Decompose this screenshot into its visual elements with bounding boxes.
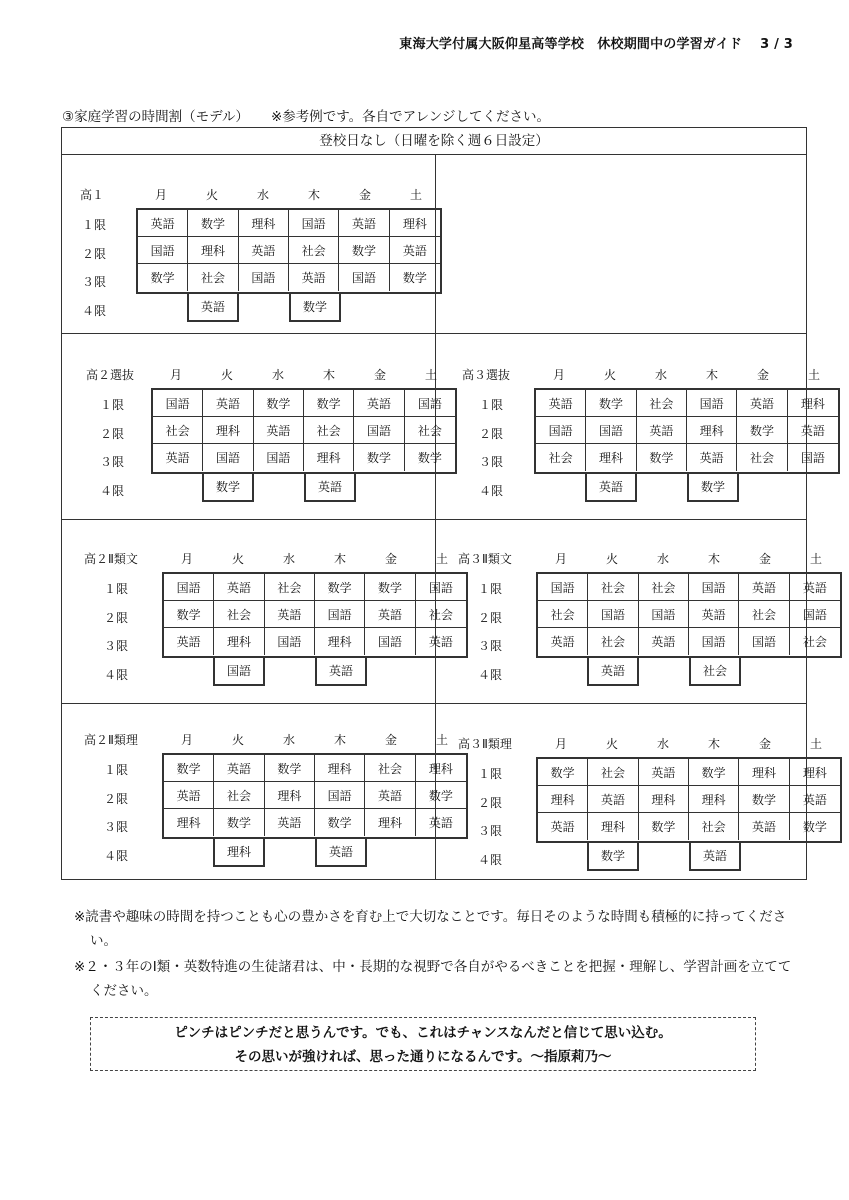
timetable-cell: 国語 <box>588 601 638 628</box>
timetable-cell: 理科 <box>265 782 315 809</box>
page-header <box>399 33 793 52</box>
timetable-cell: 社会 <box>536 444 586 471</box>
day-header: 土 <box>435 552 448 566</box>
day-header: 木 <box>705 368 718 382</box>
timetable-label: 高３Ⅱ類文 <box>458 552 512 566</box>
period-label: １限 <box>478 582 503 596</box>
period-label: ４限 <box>100 483 125 498</box>
timetable-cell: 社会 <box>637 390 687 417</box>
period-label: ４限 <box>104 848 129 863</box>
period-label: １限 <box>82 218 107 232</box>
timetable-cell: 社会 <box>588 759 638 786</box>
timetable-cell: 理科 <box>586 444 636 471</box>
period-label: ４限 <box>82 303 107 318</box>
period-label: ２限 <box>479 426 504 441</box>
timetable-label: 高１ <box>80 188 105 202</box>
period-label: ４限 <box>479 483 504 498</box>
period-label: ２限 <box>478 610 503 625</box>
timetable-6 <box>84 731 472 891</box>
timetable-cell: 数学 <box>538 759 588 786</box>
day-header: 金 <box>384 552 397 566</box>
section-note: ※参考例です。各自でアレンジしてください。 <box>270 109 550 125</box>
timetable-cell: 英語 <box>164 628 214 655</box>
timetable-grid <box>534 388 840 474</box>
timetable-extra-cell: 英語 <box>587 657 639 687</box>
timetable-cell: 国語 <box>800 451 825 466</box>
timetable-cell: 国語 <box>538 574 588 601</box>
timetable-cell: 理科 <box>416 755 466 782</box>
timetable-cell: 英語 <box>354 390 404 417</box>
timetable-3 <box>462 366 844 526</box>
timetable-cell: 国語 <box>354 417 404 444</box>
timetable-cell: 社会 <box>188 264 238 291</box>
timetable-extra-cell: 英語 <box>304 473 356 503</box>
timetable-cell: 国語 <box>254 444 304 471</box>
timetable-extra-cell: 英語 <box>689 842 741 872</box>
period-label: １限 <box>104 582 129 596</box>
day-header: 金 <box>384 733 397 747</box>
day-header: 金 <box>358 188 371 202</box>
day-header: 水 <box>656 552 669 566</box>
timetable-cell: 英語 <box>637 417 687 444</box>
timetable-cell: 社会 <box>416 601 466 628</box>
timetable-cell: 数学 <box>586 390 636 417</box>
timetable-cell: 英語 <box>289 264 339 291</box>
timetable-cell: 英語 <box>239 237 289 264</box>
timetable-cell: 英語 <box>788 417 838 444</box>
timetable-extra-cell: 英語 <box>187 293 239 323</box>
timetable-cell: 数学 <box>739 786 789 813</box>
timetable-cell: 社会 <box>538 601 588 628</box>
timetable-cell: 国語 <box>153 390 203 417</box>
timetable-cell: 国語 <box>536 417 586 444</box>
timetable-grid <box>162 572 468 658</box>
timetable-cell: 国語 <box>265 628 315 655</box>
timetable-cell: 国語 <box>689 628 739 655</box>
timetable-cell: 国語 <box>203 444 253 471</box>
timetable-2 <box>86 366 461 526</box>
timetable-cell: 数学 <box>254 390 304 417</box>
timetable-cell: 英語 <box>164 782 214 809</box>
timetable-cell: 英語 <box>790 574 840 601</box>
timetable-cell: 理科 <box>365 809 415 836</box>
day-header: 火 <box>205 188 218 202</box>
timetable-extra-cell: 数学 <box>687 473 739 503</box>
timetable-cell: 国語 <box>739 628 789 655</box>
day-header: 土 <box>424 368 437 382</box>
timetable-cell: 数学 <box>304 390 354 417</box>
timetable-cell: 国語 <box>315 601 365 628</box>
timetable-cell: 理科 <box>203 417 253 444</box>
timetable-grid <box>136 208 442 294</box>
timetable-extra-cell: 英語 <box>585 473 637 503</box>
day-header: 火 <box>605 737 618 751</box>
timetable-cell: 理科 <box>689 786 739 813</box>
timetable-cell: 数学 <box>365 574 415 601</box>
timetable-cell: 社会 <box>153 417 203 444</box>
section-heading: ③家庭学習の時間割（モデル） <box>62 109 249 125</box>
timetable-cell: 数学 <box>639 813 689 840</box>
day-header: 水 <box>282 733 295 747</box>
day-header: 火 <box>231 552 244 566</box>
timetable-cell: 数学 <box>138 264 188 291</box>
timetable-extra-cell: 英語 <box>315 838 367 868</box>
timetable-cell: 英語 <box>339 210 389 237</box>
day-header: 月 <box>552 368 565 382</box>
section-title <box>62 105 550 125</box>
timetable-cell: 英語 <box>153 444 203 471</box>
timetable-cell: 数学 <box>315 809 365 836</box>
timetable-cell: 国語 <box>365 628 415 655</box>
notes <box>74 905 794 1005</box>
timetable-cell: 英語 <box>536 390 586 417</box>
timetable-cell: 国語 <box>687 390 737 417</box>
timetable-cell: 英語 <box>739 574 789 601</box>
day-header: 月 <box>169 368 182 382</box>
timetable-cell: 数学 <box>188 210 238 237</box>
timetable-cell: 国語 <box>689 574 739 601</box>
day-header: 金 <box>758 552 771 566</box>
timetable-5 <box>458 550 846 710</box>
timetable-cell: 社会 <box>304 417 354 444</box>
timetable-cell: 国語 <box>339 264 389 291</box>
timetable-grid <box>536 757 842 843</box>
timetable-cell: 英語 <box>639 628 689 655</box>
timetable-4 <box>84 550 472 710</box>
timetable-cell: 数学 <box>265 755 315 782</box>
day-header: 月 <box>180 552 193 566</box>
timetable-cell: 国語 <box>164 574 214 601</box>
timetable-cell: 理科 <box>315 755 365 782</box>
timetable-cell: 英語 <box>390 237 440 264</box>
timetable-extra-cell: 数学 <box>587 842 639 872</box>
day-header: 水 <box>656 737 669 751</box>
timetable-cell: 社会 <box>802 635 827 650</box>
day-header: 月 <box>554 737 567 751</box>
timetable-extra-cell: 数学 <box>289 293 341 323</box>
timetable-cell: 英語 <box>265 601 315 628</box>
timetable-cell: 英語 <box>538 628 588 655</box>
period-label: ２限 <box>100 426 125 441</box>
timetable-grid <box>536 572 842 658</box>
timetable-cell: 理科 <box>538 786 588 813</box>
timetable-cell: 英語 <box>639 759 689 786</box>
timetable-extra-cell: 英語 <box>315 657 367 687</box>
day-header: 金 <box>373 368 386 382</box>
timetable-cell: 理科 <box>188 237 238 264</box>
timetable-cell: 社会 <box>639 574 689 601</box>
timetable-cell: 社会 <box>737 444 787 471</box>
timetable-cell: 数学 <box>689 759 739 786</box>
timetable-cell: 社会 <box>588 628 638 655</box>
day-header: 水 <box>271 368 284 382</box>
timetable-cell: 社会 <box>289 237 339 264</box>
day-header: 木 <box>707 737 720 751</box>
day-header: 木 <box>707 552 720 566</box>
period-label: ３限 <box>104 639 129 653</box>
period-label: ３限 <box>478 824 503 838</box>
timetable-cell: 理科 <box>390 210 440 237</box>
timetable-cell: 数学 <box>164 755 214 782</box>
timetable-cell: 理科 <box>164 809 214 836</box>
timetable-cell: 国語 <box>239 264 289 291</box>
timetable-cell: 理科 <box>315 628 365 655</box>
period-label: ２限 <box>104 610 129 625</box>
timetable-extra-cell: 数学 <box>202 473 254 503</box>
timetable-label: 高２選抜 <box>86 368 135 382</box>
timetable-cell: 理科 <box>790 759 840 786</box>
timetable-cell: 英語 <box>214 755 264 782</box>
timetable-cell: 社会 <box>689 813 739 840</box>
timetable-cell: 理科 <box>788 390 838 417</box>
timetable-cell: 英語 <box>254 417 304 444</box>
timetable-label: 高２Ⅱ類理 <box>84 733 138 747</box>
timetable-1 <box>80 186 446 346</box>
header-title: 東海大学付属大阪仰星高等学校 休校期間中の学習ガイド <box>399 37 743 52</box>
period-label: １限 <box>104 763 129 777</box>
period-label: ３限 <box>479 455 504 469</box>
day-header: 水 <box>256 188 269 202</box>
period-label: １限 <box>478 767 503 781</box>
day-header: 火 <box>231 733 244 747</box>
day-header: 水 <box>654 368 667 382</box>
schedule-banner: 登校日なし（日曜を除く週６日設定） <box>62 128 806 155</box>
period-label: ３限 <box>100 455 125 469</box>
period-label: ２限 <box>478 795 503 810</box>
day-header: 金 <box>756 368 769 382</box>
timetable-cell: 数学 <box>315 574 365 601</box>
timetable-frame <box>61 127 827 880</box>
day-header: 土 <box>435 733 448 747</box>
timetable-cell: 国語 <box>639 601 689 628</box>
timetable-cell: 理科 <box>639 786 689 813</box>
timetable-extra-cell: 社会 <box>689 657 741 687</box>
timetable-label: 高３選抜 <box>462 368 511 382</box>
timetable-cell: 数学 <box>354 444 404 471</box>
timetable-grid <box>162 753 468 839</box>
period-label: ３限 <box>478 639 503 653</box>
day-header: 水 <box>282 552 295 566</box>
page-number: 3 / 3 <box>760 37 793 52</box>
timetable-cell: 英語 <box>365 601 415 628</box>
day-header: 火 <box>605 552 618 566</box>
timetable-cell: 社会 <box>405 417 455 444</box>
day-header: 木 <box>307 188 320 202</box>
quote-box <box>90 1017 756 1071</box>
timetable-cell: 理科 <box>239 210 289 237</box>
timetable-cell: 国語 <box>138 237 188 264</box>
period-label: ２限 <box>104 791 129 806</box>
timetable-cell: 数学 <box>214 809 264 836</box>
timetable-cell: 社会 <box>214 782 264 809</box>
timetable-cell: 社会 <box>739 601 789 628</box>
timetable-cell: 英語 <box>588 786 638 813</box>
timetable-cell: 国語 <box>416 574 466 601</box>
timetable-cell: 数学 <box>416 782 466 809</box>
timetable-cell: 英語 <box>214 574 264 601</box>
day-header: 土 <box>409 188 422 202</box>
timetable-label: 高２Ⅱ類文 <box>84 552 138 566</box>
timetable-cell: 数学 <box>164 601 214 628</box>
timetable-cell: 社会 <box>265 574 315 601</box>
timetable-cell: 数学 <box>737 417 787 444</box>
day-header: 木 <box>322 368 335 382</box>
note-reading: ※読書や趣味の時間を持つことも心の豊かさを育む上で大切なことです。毎日そのような時間も積極的に持ってください。 <box>74 909 787 949</box>
period-label: ３限 <box>82 275 107 289</box>
timetable-cell: 英語 <box>538 813 588 840</box>
timetable-cell: 数学 <box>637 444 687 471</box>
timetable-extra-cell: 理科 <box>213 838 265 868</box>
timetable-label: 高３Ⅱ類理 <box>458 737 512 751</box>
timetable-cell: 英語 <box>265 809 315 836</box>
timetable-cell: 英語 <box>428 635 453 650</box>
period-label: ４限 <box>104 667 129 682</box>
timetable-cell: 英語 <box>203 390 253 417</box>
timetable-cell: 理科 <box>214 628 264 655</box>
timetable-cell: 英語 <box>365 782 415 809</box>
day-header: 木 <box>333 552 346 566</box>
day-header: 金 <box>758 737 771 751</box>
timetable-cell: 英語 <box>739 813 789 840</box>
period-label: ３限 <box>104 820 129 834</box>
timetable-cell: 数学 <box>417 451 442 466</box>
timetable-cell: 英語 <box>790 786 840 813</box>
day-header: 月 <box>154 188 167 202</box>
day-header: 土 <box>807 368 820 382</box>
timetable-cell: 英語 <box>138 210 188 237</box>
note-planning: ※２・３年のⅠ類・英数特進の生徒諸君は、中・長期的な視野で各自がやるべきことを把握・理解し、学習計画を立ててください。 <box>74 959 792 999</box>
timetable-cell: 英語 <box>428 816 453 831</box>
day-header: 木 <box>333 733 346 747</box>
timetable-cell: 英語 <box>689 601 739 628</box>
quote-line-2: その思いが強ければ、思った通りになるんです。〜指原莉乃〜 <box>234 1049 612 1065</box>
timetable-cell: 社会 <box>588 574 638 601</box>
timetable-cell: 数学 <box>802 820 827 835</box>
timetable-cell: 国語 <box>289 210 339 237</box>
period-label: ４限 <box>478 667 503 682</box>
timetable-cell: 数学 <box>339 237 389 264</box>
timetable-cell: 理科 <box>304 444 354 471</box>
timetable-cell: 理科 <box>588 813 638 840</box>
period-label: １限 <box>100 398 125 412</box>
day-header: 火 <box>603 368 616 382</box>
day-header: 月 <box>180 733 193 747</box>
timetable-cell: 理科 <box>739 759 789 786</box>
timetable-cell: 国語 <box>315 782 365 809</box>
timetable-7 <box>458 735 846 895</box>
period-label: ４限 <box>478 852 503 867</box>
timetable-cell: 英語 <box>687 444 737 471</box>
timetable-cell: 理科 <box>687 417 737 444</box>
quote-line-1: ピンチはピンチだと思うんです。でも、これはチャンスなんだと信じて思い込む。 <box>174 1025 672 1041</box>
timetable-cell: 国語 <box>586 417 636 444</box>
day-header: 月 <box>554 552 567 566</box>
timetable-cell: 社会 <box>365 755 415 782</box>
timetable-cell: 数学 <box>402 271 427 286</box>
timetable-cell: 英語 <box>737 390 787 417</box>
period-label: １限 <box>479 398 504 412</box>
day-header: 土 <box>809 552 822 566</box>
day-header: 火 <box>220 368 233 382</box>
period-label: ２限 <box>82 246 107 261</box>
timetable-extra-cell: 国語 <box>213 657 265 687</box>
timetable-cell: 国語 <box>790 601 840 628</box>
timetable-cell: 社会 <box>214 601 264 628</box>
timetable-cell: 国語 <box>405 390 455 417</box>
timetable-grid <box>151 388 457 474</box>
day-header: 土 <box>809 737 822 751</box>
